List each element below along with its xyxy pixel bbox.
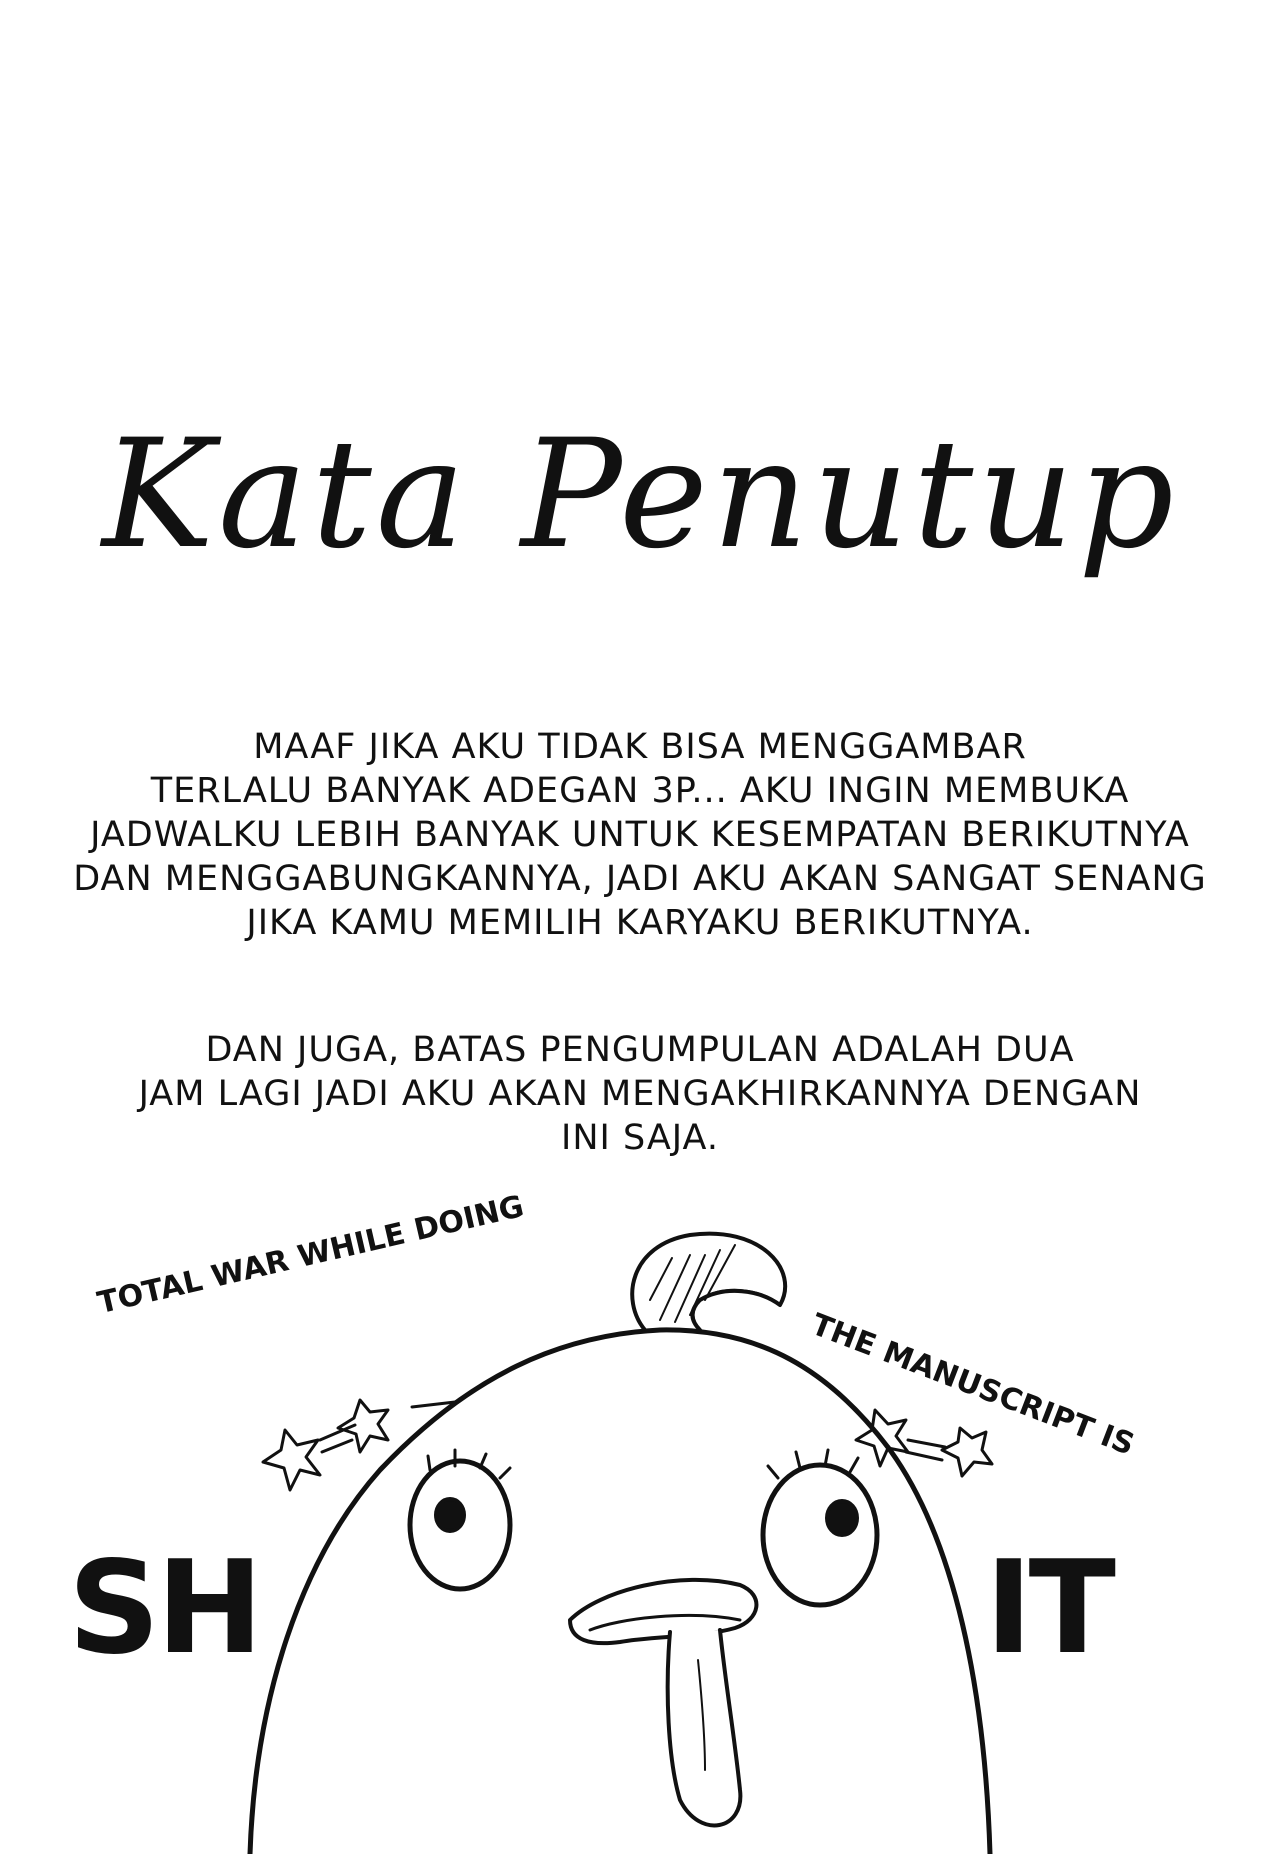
caption-left: TOTAL WAR WHILE DOING	[94, 1188, 528, 1322]
paragraph-line: JADWALKU LEBIH BANYAK UNTUK KESEMPATAN BERIKUTNYA	[90, 815, 1190, 855]
afterword-paragraph-1	[60, 725, 1220, 945]
big-text-left: SH	[68, 1534, 260, 1683]
afterword-paragraph-2	[60, 1028, 1220, 1160]
right-pupil	[827, 1501, 857, 1535]
right-eye	[763, 1465, 877, 1605]
paragraph-line: JAM LAGI JADI AKU AKAN MENGAKHIRKANNYA DENGAN	[138, 1074, 1142, 1114]
paragraph-line: TERLALU BANYAK ADEGAN 3P... AKU INGIN MEMBUKA	[150, 771, 1130, 811]
caption-right: THE MANUSCRIPT IS	[806, 1307, 1139, 1463]
star-icon-right-2	[942, 1428, 992, 1476]
paragraph-line: INI SAJA.	[561, 1118, 719, 1158]
page-title: Kata Penutup	[102, 408, 1178, 582]
crest-shape	[632, 1234, 785, 1330]
star-icon-left-1	[263, 1430, 320, 1490]
beak-upper	[570, 1580, 756, 1643]
big-text-right: IT	[985, 1534, 1112, 1683]
left-pupil	[436, 1499, 464, 1531]
star-motion-lines-right	[906, 1440, 945, 1460]
paragraph-line: JIKA KAMU MEMILIH KARYAKU BERIKUTNYA.	[246, 903, 1034, 943]
paragraph-line: DAN JUGA, BATAS PENGUMPULAN ADALAH DUA	[205, 1030, 1075, 1070]
paragraph-line: DAN MENGGABUNGKANNYA, JADI AKU AKAN SANGAT SENANG	[73, 859, 1207, 899]
paragraph-line: MAAF JIKA AKU TIDAK BISA MENGGAMBAR	[253, 727, 1027, 767]
